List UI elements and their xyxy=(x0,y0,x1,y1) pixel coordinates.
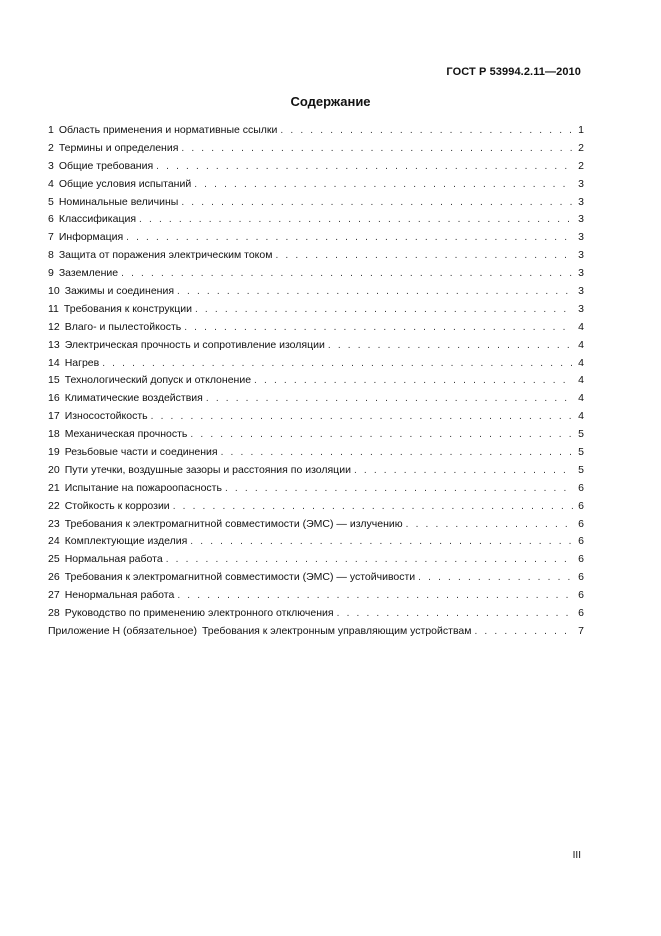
toc-entry[interactable] xyxy=(48,265,584,283)
toc-entry[interactable] xyxy=(48,551,584,569)
table-of-contents xyxy=(48,122,584,641)
toc-entry-page: 1 xyxy=(578,124,584,136)
toc-entry-title: Общие условия испытаний xyxy=(58,177,192,190)
toc-entry-page: 4 xyxy=(578,320,584,333)
toc-entry-title: Информация xyxy=(58,231,124,244)
toc-entry-page: 5 xyxy=(578,428,584,441)
toc-entry-page: 6 xyxy=(578,535,584,548)
toc-entry[interactable] xyxy=(48,372,584,390)
toc-entry-title: Область применения и нормативные ссылки xyxy=(58,124,278,136)
toc-entry[interactable] xyxy=(48,480,584,498)
toc-entry-title: Нагрев xyxy=(64,356,100,369)
toc-entry[interactable] xyxy=(48,462,584,480)
toc-entry-number: 1 xyxy=(48,124,54,136)
toc-entry[interactable] xyxy=(48,587,584,605)
toc-entry-title: Механическая прочность xyxy=(64,428,188,441)
toc-entry-page: 4 xyxy=(578,374,584,387)
toc-entry-title: Стойкость к коррозии xyxy=(64,499,170,512)
toc-entry-number: 8 xyxy=(48,249,54,262)
toc-entry-title: Влаго- и пылестойкость xyxy=(64,320,182,333)
standard-code: ГОСТ Р 53994.2.11—2010 xyxy=(446,66,581,78)
toc-dot-leader xyxy=(354,462,573,480)
toc-entry-title: Заземление xyxy=(58,267,119,280)
toc-dot-leader xyxy=(151,408,573,426)
toc-entry-page: 3 xyxy=(578,231,584,244)
toc-entry-number: 27 xyxy=(48,589,60,602)
toc-dot-leader xyxy=(206,390,573,408)
toc-entry[interactable] xyxy=(48,229,584,247)
toc-dot-leader xyxy=(173,498,573,516)
page-title: Содержание xyxy=(290,94,371,109)
toc-entry-page: 4 xyxy=(578,410,584,423)
toc-dot-leader xyxy=(406,516,573,534)
toc-dot-leader xyxy=(474,623,573,641)
toc-dot-leader xyxy=(254,372,573,390)
toc-entry-title: Требования к электронным управляющим устройствам xyxy=(201,624,472,637)
toc-entry-number: 14 xyxy=(48,356,60,369)
toc-entry-number: Приложение Н (обязательное) xyxy=(48,624,197,637)
toc-entry-number: 7 xyxy=(48,231,54,244)
toc-entry-page: 6 xyxy=(578,553,584,566)
toc-dot-leader xyxy=(126,229,573,247)
toc-entry-page: 3 xyxy=(578,267,584,280)
toc-entry[interactable] xyxy=(48,211,584,229)
toc-entry-title: Испытание на пожароопасность xyxy=(64,481,222,494)
toc-entry-number: 24 xyxy=(48,535,60,548)
toc-entry-title: Износостойкость xyxy=(64,410,148,423)
toc-dot-leader xyxy=(225,480,573,498)
toc-dot-leader xyxy=(190,426,573,444)
toc-entry-title: Защита от поражения электрическим током xyxy=(58,249,273,262)
toc-entry[interactable] xyxy=(48,444,584,462)
toc-entry[interactable] xyxy=(48,498,584,516)
toc-entry-page: 6 xyxy=(578,607,584,620)
toc-entry-page: 4 xyxy=(578,392,584,405)
toc-dot-leader xyxy=(280,122,573,140)
toc-entry-number: 21 xyxy=(48,481,60,494)
toc-entry-page: 3 xyxy=(578,249,584,262)
toc-entry-title: Требования к конструкции xyxy=(63,302,192,315)
toc-dot-leader xyxy=(156,158,573,176)
toc-entry-number: 3 xyxy=(48,159,54,172)
toc-entry[interactable] xyxy=(48,247,584,265)
toc-dot-leader xyxy=(184,319,573,337)
toc-entry-title: Зажимы и соединения xyxy=(64,285,175,298)
toc-entry-number: 11 xyxy=(48,302,59,315)
toc-entry-number: 5 xyxy=(48,195,54,208)
toc-dot-leader xyxy=(275,247,573,265)
toc-entry[interactable] xyxy=(48,140,584,158)
toc-entry-title: Руководство по применению электронного отключения xyxy=(64,607,334,620)
toc-dot-leader xyxy=(181,194,573,212)
toc-entry-title: Нормальная работа xyxy=(64,553,163,566)
toc-entry-page: 2 xyxy=(578,159,584,172)
toc-dot-leader xyxy=(221,444,573,462)
toc-dot-leader xyxy=(195,301,573,319)
toc-entry-title: Пути утечки, воздушные зазоры и расстояния по изоляции xyxy=(64,463,351,476)
toc-entry-number: 17 xyxy=(48,410,60,423)
toc-entry-number: 28 xyxy=(48,607,60,620)
toc-entry[interactable] xyxy=(48,283,584,301)
toc-entry-page: 6 xyxy=(578,571,584,584)
toc-dot-leader xyxy=(177,283,573,301)
toc-entry-title: Электрическая прочность и сопротивление изоляции xyxy=(64,338,325,351)
toc-entry-number: 16 xyxy=(48,392,60,405)
toc-entry[interactable] xyxy=(48,337,584,355)
toc-entry-number: 25 xyxy=(48,553,60,566)
toc-entry[interactable] xyxy=(48,158,584,176)
toc-entry[interactable] xyxy=(48,623,584,641)
toc-entry-page: 6 xyxy=(578,481,584,494)
toc-dot-leader xyxy=(166,551,573,569)
toc-entry-number: 10 xyxy=(48,285,60,298)
toc-dot-leader xyxy=(177,587,573,605)
toc-dot-leader xyxy=(418,569,573,587)
toc-entry-page: 4 xyxy=(578,356,584,369)
toc-entry-title: Резьбовые части и соединения xyxy=(64,446,218,459)
toc-entry-page: 7 xyxy=(578,624,584,637)
toc-dot-leader xyxy=(181,140,573,158)
toc-entry-number: 6 xyxy=(48,213,54,226)
toc-entry[interactable] xyxy=(48,516,584,534)
toc-entry-page: 4 xyxy=(578,338,584,351)
toc-dot-leader xyxy=(190,533,573,551)
toc-entry-number: 20 xyxy=(48,463,60,476)
toc-entry-number: 12 xyxy=(48,320,60,333)
toc-entry-number: 26 xyxy=(48,571,60,584)
toc-entry-title: Классификация xyxy=(58,213,137,226)
toc-entry-title: Технологический допуск и отклонение xyxy=(64,374,252,387)
toc-entry-number: 13 xyxy=(48,338,60,351)
toc-entry-page: 3 xyxy=(578,285,584,298)
toc-entry-title: Общие требования xyxy=(58,159,154,172)
toc-dot-leader xyxy=(328,337,573,355)
toc-entry-title: Требования к электромагнитной совместимости (ЭМС) — устойчивости xyxy=(64,571,416,584)
toc-entry[interactable] xyxy=(48,301,584,319)
toc-entry[interactable] xyxy=(48,194,584,212)
toc-entry-page: 3 xyxy=(578,302,584,315)
toc-entry[interactable] xyxy=(48,176,584,194)
toc-entry-page: 3 xyxy=(578,213,584,226)
toc-entry-number: 4 xyxy=(48,177,54,190)
toc-entry[interactable] xyxy=(48,426,584,444)
toc-dot-leader xyxy=(139,211,573,229)
toc-entry-title: Климатические воздействия xyxy=(64,392,203,405)
toc-entry-page: 3 xyxy=(578,177,584,190)
toc-entry-title: Требования к электромагнитной совместимости (ЭМС) — излучению xyxy=(64,517,403,530)
toc-entry[interactable] xyxy=(48,390,584,408)
toc-entry[interactable] xyxy=(48,408,584,426)
toc-entry-page: 6 xyxy=(578,517,584,530)
toc-entry-title: Номинальные величины xyxy=(58,195,179,208)
toc-entry-title: Комплектующие изделия xyxy=(64,535,188,548)
toc-entry-number: 9 xyxy=(48,267,54,280)
toc-entry-number: 19 xyxy=(48,446,60,459)
toc-entry-page: 2 xyxy=(578,141,584,154)
toc-entry-page: 5 xyxy=(578,463,584,476)
toc-entry-number: 22 xyxy=(48,499,60,512)
toc-entry-page: 5 xyxy=(578,446,584,459)
toc-entry[interactable] xyxy=(48,569,584,587)
toc-entry[interactable] xyxy=(48,605,584,623)
toc-entry-number: 18 xyxy=(48,428,60,441)
toc-entry-page: 6 xyxy=(578,499,584,512)
toc-entry-number: 23 xyxy=(48,517,60,530)
toc-entry[interactable] xyxy=(48,355,584,373)
toc-entry-title: Ненормальная работа xyxy=(64,589,175,602)
toc-entry[interactable] xyxy=(48,533,584,551)
toc-entry[interactable] xyxy=(48,319,584,337)
page-number: III xyxy=(572,850,581,861)
toc-entry-page: 6 xyxy=(578,589,584,602)
toc-entry-title: Термины и определения xyxy=(58,141,179,154)
toc-entry[interactable] xyxy=(48,122,584,140)
toc-dot-leader xyxy=(121,265,573,283)
toc-entry-number: 15 xyxy=(48,374,60,387)
toc-entry-number: 2 xyxy=(48,141,54,154)
toc-dot-leader xyxy=(102,355,573,373)
toc-dot-leader xyxy=(194,176,573,194)
toc-dot-leader xyxy=(337,605,573,623)
toc-entry-page: 3 xyxy=(578,195,584,208)
